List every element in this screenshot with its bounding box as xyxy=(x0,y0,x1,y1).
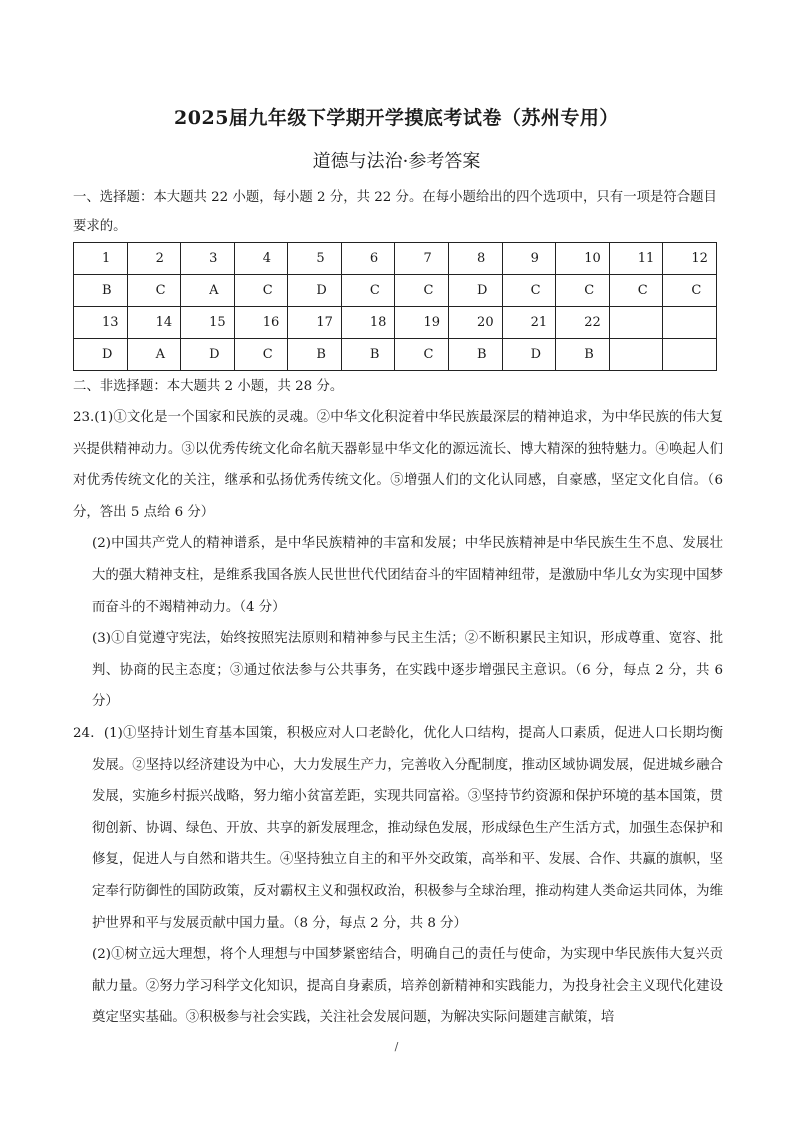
question-number-cell: 11 xyxy=(609,243,663,275)
question-number-cell: 6 xyxy=(341,243,395,275)
question-number-cell: 1 xyxy=(74,243,128,275)
question-number-cell: 14 xyxy=(127,307,181,339)
question-number-cell xyxy=(609,307,663,339)
page-title: 2025届九年级下学期开学摸底考试卷（苏州专用） xyxy=(174,107,619,129)
answer-cell: C xyxy=(502,275,556,307)
answer-cell: D xyxy=(74,339,128,371)
answer-cell: B xyxy=(556,339,610,371)
question-number-cell: 12 xyxy=(663,243,717,275)
question-number-cell: 13 xyxy=(74,307,128,339)
answer-cell: C xyxy=(341,275,395,307)
question-number-cell: 22 xyxy=(556,307,610,339)
answer-body-text xyxy=(73,402,723,1034)
question-number-cell: 16 xyxy=(234,307,288,339)
answer-cell: A xyxy=(181,275,235,307)
page-subtitle: 道德与法治·参考答案 xyxy=(312,151,481,172)
answer-table xyxy=(73,242,717,371)
page-number: / xyxy=(394,1040,399,1053)
section-two-instruction: 二、非选择题：本大题共 2 小题，共 28 分。 xyxy=(73,379,344,394)
question-number-cell: 15 xyxy=(181,307,235,339)
q23-part2: (2)中国共产党人的精神谱系，是中华民族精神的丰富和发展；中华民族精神是中华民族生生不息、发展壮大的强大精神支柱，是维系我国各族人民世世代代团结奋斗的牢固精神纽带，是激励中华儿女为实现中国梦而奋斗的不竭精神动力。（4 分） xyxy=(92,536,723,615)
answer-cell: B xyxy=(74,275,128,307)
answer-cell: C xyxy=(234,339,288,371)
question-number-row xyxy=(74,243,717,275)
question-number-cell: 7 xyxy=(395,243,449,275)
answer-cell: D xyxy=(502,339,556,371)
question-number-cell: 3 xyxy=(181,243,235,275)
question-number-cell: 4 xyxy=(234,243,288,275)
answer-cell: D xyxy=(288,275,342,307)
question-number-cell: 9 xyxy=(502,243,556,275)
question-number-cell: 19 xyxy=(395,307,449,339)
answer-row xyxy=(74,275,717,307)
question-number-cell: 2 xyxy=(127,243,181,275)
answer-cell xyxy=(663,339,717,371)
question-number-cell: 21 xyxy=(502,307,556,339)
question-number-cell: 10 xyxy=(556,243,610,275)
section-one-instruction: 一、选择题：本大题共 22 小题，每小题 2 分，共 22 分。在每小题给出的四个选项中，只有一项是符合题目要求的。 xyxy=(73,190,717,234)
answer-cell: B xyxy=(449,339,503,371)
question-number-cell: 8 xyxy=(449,243,503,275)
question-number-cell: 20 xyxy=(449,307,503,339)
answer-cell: C xyxy=(663,275,717,307)
answer-cell: B xyxy=(341,339,395,371)
answer-cell: C xyxy=(609,275,663,307)
q23-part3: (3)①自觉遵守宪法，始终按照宪法原则和精神参与民主生活；②不断积累民主知识，形成尊重、宽容、批判、协商的民主态度；③通过依法参与公共事务，在实践中逐步增强民主意识。（6 分，每点 2 分，共 6 分） xyxy=(92,631,723,710)
answer-cell: C xyxy=(395,339,449,371)
question-number-row xyxy=(74,307,717,339)
answer-row xyxy=(74,339,717,371)
q24-part2: (2)①树立远大理想，将个人理想与中国梦紧密结合，明确自己的责任与使命，为实现中华民族伟大复兴贡献力量。②努力学习科学文化知识，提高自身素质，培养创新精神和实践能力，为投身社会主义现代化建设奠定坚实基础。③积极参与社会实践，关注社会发展问题，为解决实际问题建言献策，培 xyxy=(92,947,723,1026)
answer-cell: C xyxy=(556,275,610,307)
q24-part1: 24．(1)①坚持计划生育基本国策，积极应对人口老龄化，优化人口结构，提高人口素质，促进人口长期均衡发展。②坚持以经济建设为中心，大力发展生产力，完善收入分配制度，推动区域协调发展，促进城乡融合发展，实施乡村振兴战略，努力缩小贫富差距，实现共同富裕。③坚持节约资源和保护环境的基本国策，贯彻创新、协调、绿色、开放、共享的新发展理念，推动绿色发展，形成绿色生产生活方式，加强生态保护和修复，促进人与自然和谐共生。④坚持独立自主的和平外交政策，高举和平、发展、合作、共赢的旗帜，坚定奉行防御性的国防政策，反对霸权主义和强权政治，积极参与全球治理，推动构建人类命运共同体，为维护世界和平与发展贡献中国力量。（8 分，每点 2 分，共 8 分） xyxy=(73,725,723,931)
answer-cell: C xyxy=(127,275,181,307)
answer-cell xyxy=(609,339,663,371)
question-number-cell: 18 xyxy=(341,307,395,339)
answer-cell: A xyxy=(127,339,181,371)
answer-cell: D xyxy=(449,275,503,307)
q23-part1: 23.(1)①文化是一个国家和民族的灵魂。②中华文化积淀着中华民族最深层的精神追求，为中华民族的伟大复兴提供精神动力。③以优秀传统文化命名航天器彰显中华文化的源远流长、博大精深的独特魅力。④唤起人们对优秀传统文化的关注，继承和弘扬优秀传统文化。⑤增强人们的文化认同感，自豪感，坚定文化自信。（6 分，答出 5 点给 6 分） xyxy=(73,410,723,520)
answer-cell: D xyxy=(181,339,235,371)
question-number-cell: 17 xyxy=(288,307,342,339)
answer-cell: C xyxy=(395,275,449,307)
question-number-cell: 5 xyxy=(288,243,342,275)
answer-cell: B xyxy=(288,339,342,371)
answer-cell: C xyxy=(234,275,288,307)
question-number-cell xyxy=(663,307,717,339)
